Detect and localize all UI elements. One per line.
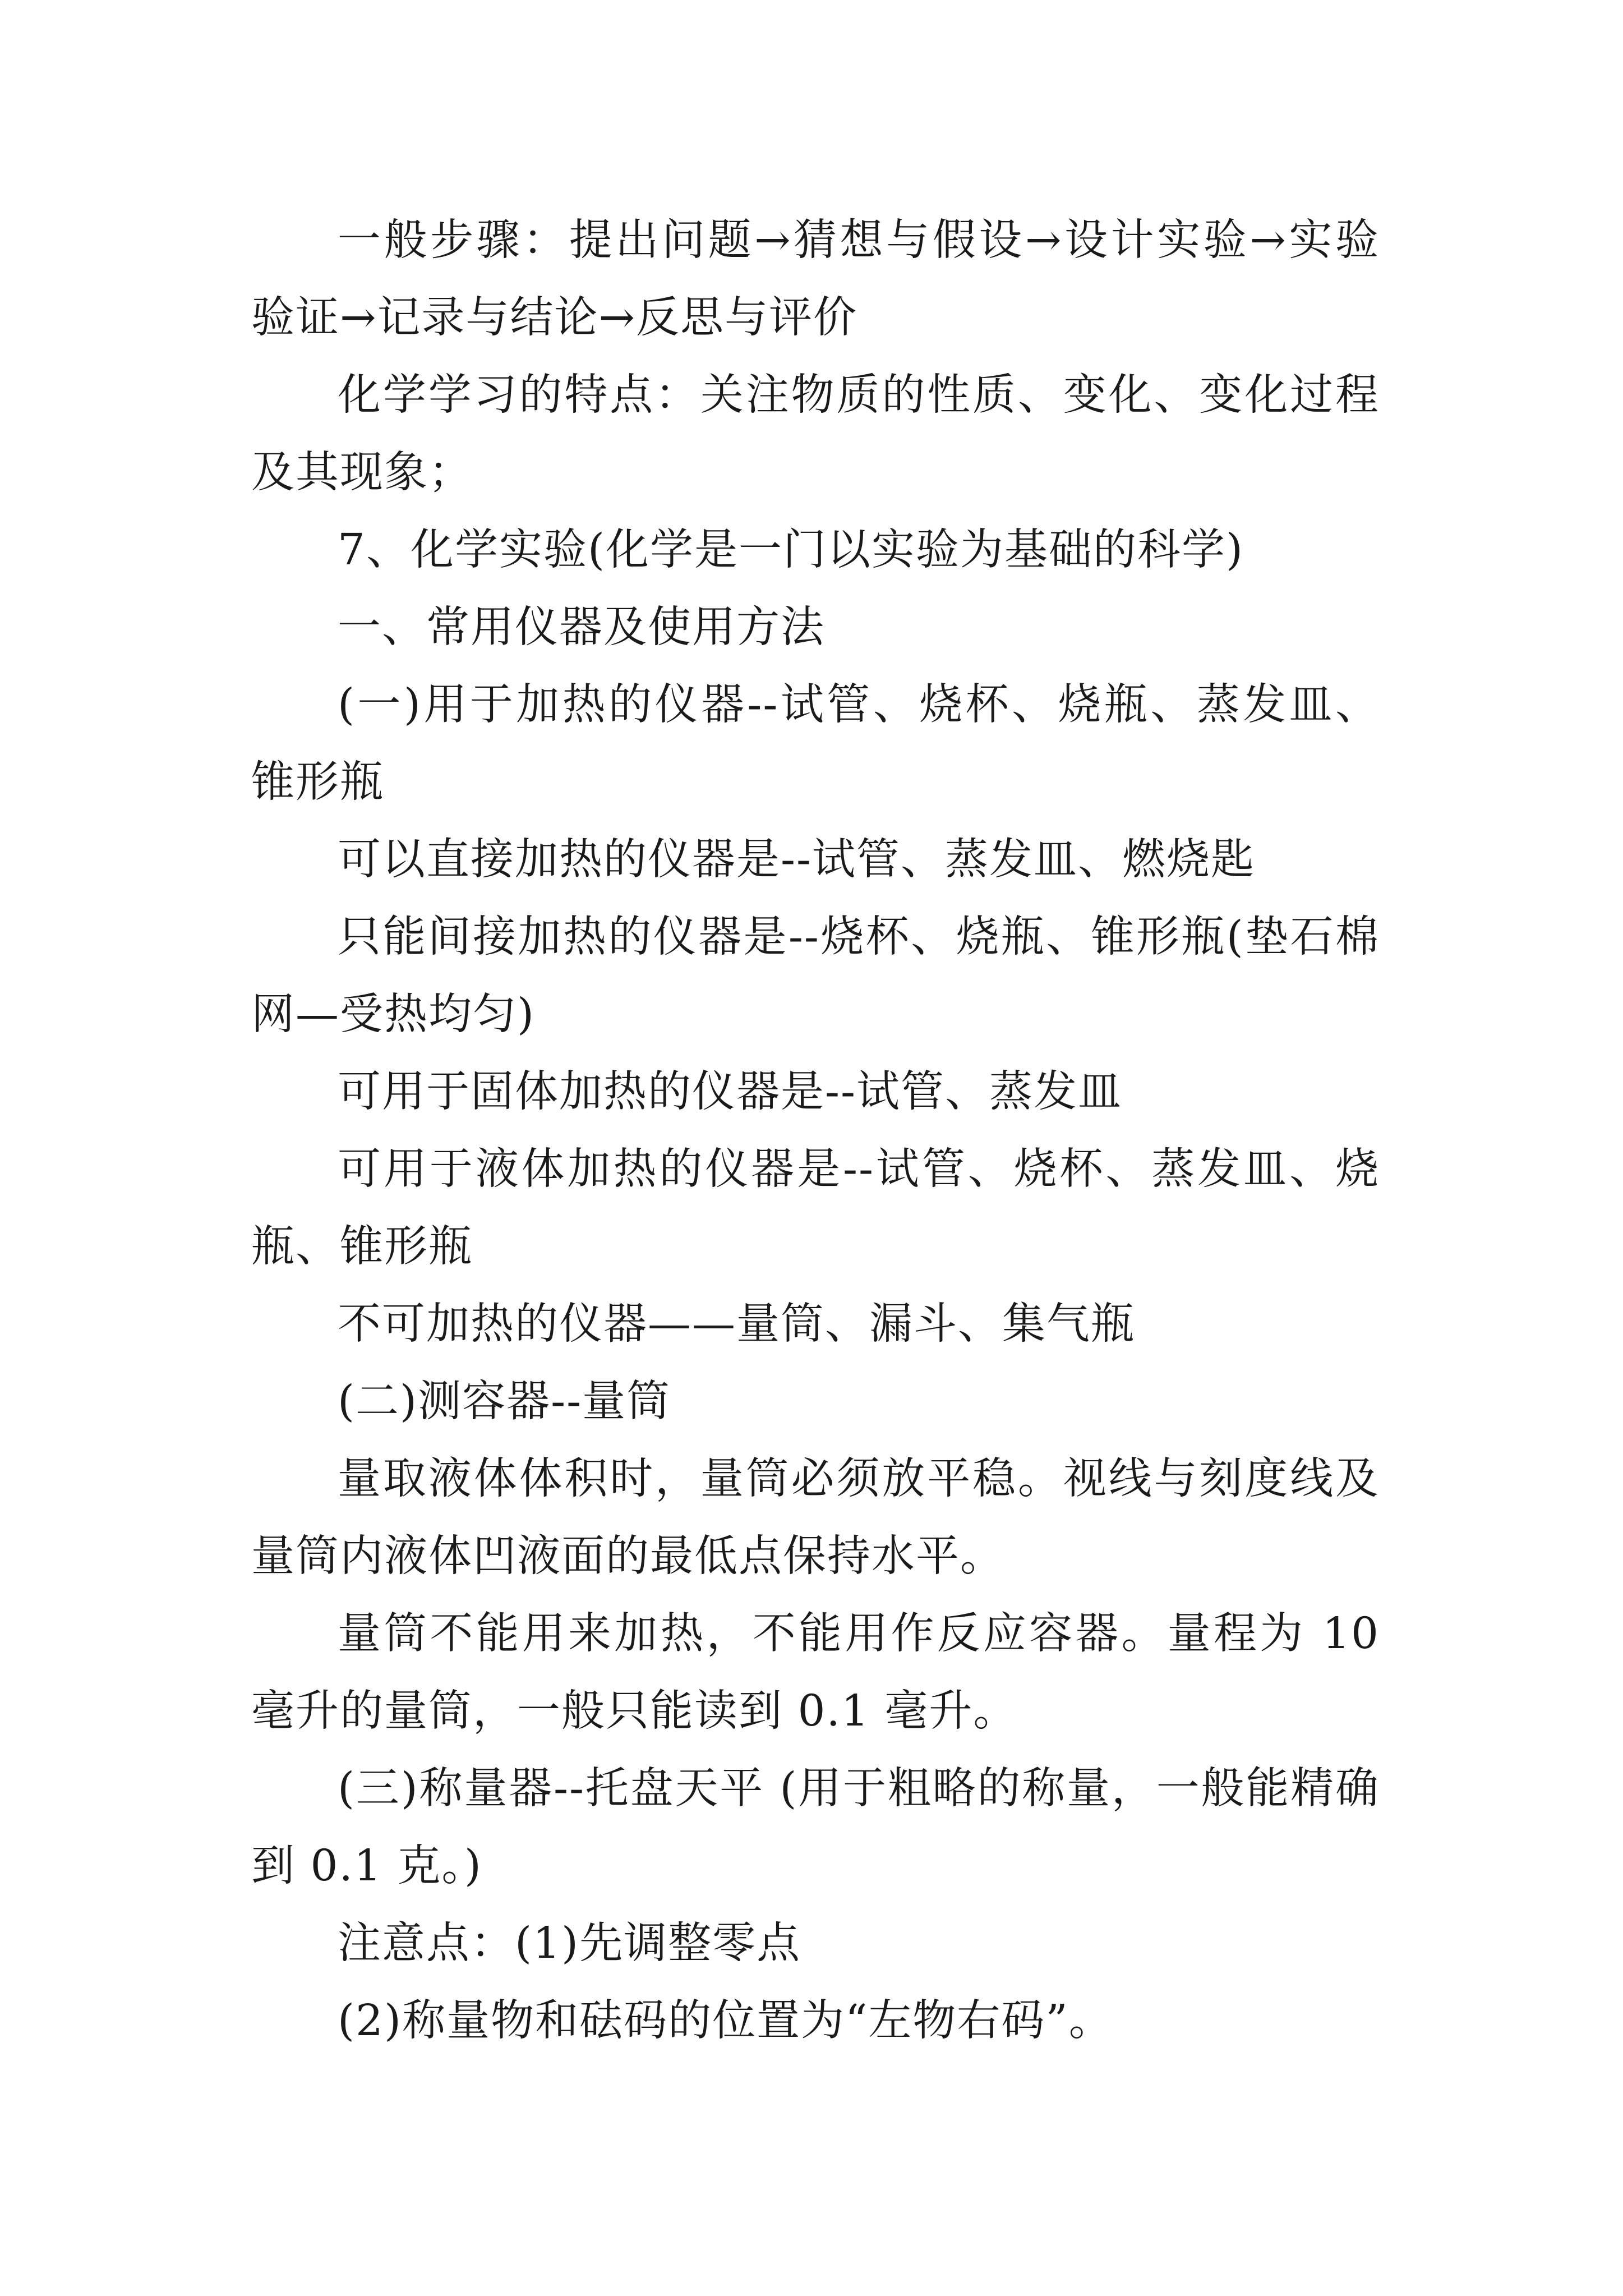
document-body [251, 202, 1380, 2060]
paragraph-cylinder-precision: 量筒不能用来加热，不能用作反应容器。量程为 10 毫升的量筒，一般只能读到 0.1 毫升。 [251, 1609, 1380, 1736]
section-heading-common-instruments: 一、常用仪器及使用方法 [338, 602, 825, 652]
paragraph-liquid-heating: 可用于液体加热的仪器是--试管、烧杯、蒸发皿、烧瓶、锥形瓶 [251, 1144, 1380, 1272]
paragraph-cylinder-reading: 量取液体体积时，量筒必须放平稳。视线与刻度线及量筒内液体凹液面的最低点保持水平。 [251, 1454, 1380, 1581]
paragraph-learning-features: 化学学习的特点：关注物质的性质、变化、变化过程及其现象； [251, 370, 1380, 498]
paragraph-balance-note-2: (2)称量物和砝码的位置为“左物右码”。 [338, 1996, 1113, 2046]
paragraph-indirect-heating: 只能间接加热的仪器是--烧杯、烧瓶、锥形瓶(垫石棉网—受热均匀) [251, 912, 1380, 1039]
paragraph-non-heatable: 不可加热的仪器——量筒、漏斗、集气瓶 [338, 1299, 1135, 1349]
paragraph-solid-heating: 可用于固体加热的仪器是--试管、蒸发皿 [338, 1067, 1123, 1117]
paragraph-direct-heating: 可以直接加热的仪器是--试管、蒸发皿、燃烧匙 [338, 835, 1256, 885]
subheading-balance: (三)称量器--托盘天平 (用于粗略的称量，一般能精确到 0.1 克。) [251, 1764, 1380, 1891]
paragraph-experiment-steps: 一般步骤：提出问题→猜想与假设→设计实验→实验验证→记录与结论→反思与评价 [251, 215, 1380, 343]
section-heading-chemistry-experiment: 7、化学实验(化学是一门以实验为基础的科学) [338, 525, 1244, 575]
paragraph-balance-note-1: 注意点：(1)先调整零点 [338, 1918, 801, 1968]
subheading-measuring-cylinder: (二)测容器--量筒 [338, 1377, 671, 1427]
paragraph-heating-instruments: (一)用于加热的仪器--试管、烧杯、烧瓶、蒸发皿、锥形瓶 [251, 680, 1380, 807]
